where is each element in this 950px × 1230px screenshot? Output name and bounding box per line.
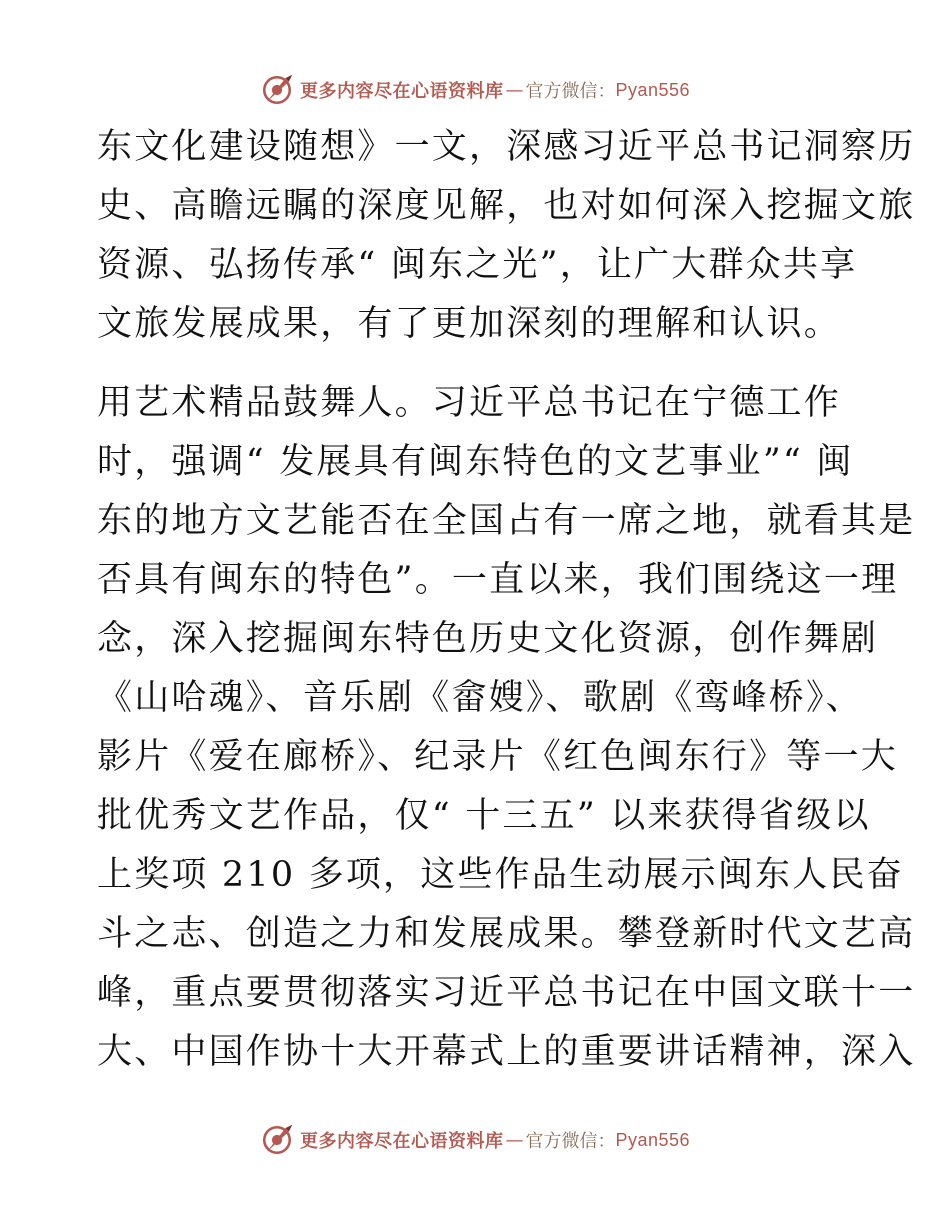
text-line: 斗之志、创造之力和发展成果。攀登新时代文艺高 (97, 914, 916, 954)
banner-wechat-id: Pyan556 (615, 1129, 691, 1150)
text-line: 念，深入挖掘闽东特色历史文化资源，创作舞剧 (97, 619, 879, 659)
banner-wechat-id: Pyan556 (615, 79, 691, 100)
footer-banner (0, 1120, 950, 1160)
text-line: 文旅发展成果，有了更加深刻的理解和认识。 (97, 304, 842, 344)
text-line: 否具有闽东的特色”。一直以来，我们围绕这一理 (97, 560, 899, 600)
text-line: 峰，重点要贯彻落实习近平总书记在中国文联十一 (97, 973, 916, 1013)
text-line: 上奖项 210 多项，这些作品生动展示闽东人民奋 (97, 855, 904, 895)
header-banner-content (260, 73, 690, 107)
header-banner (0, 70, 950, 110)
text-line: 《山哈魂》、音乐剧《畲嫂》、歌剧《鸾峰桥》、 (97, 678, 863, 718)
quill-logo-icon (260, 1123, 294, 1157)
text-line: 大、中国作协十大开幕式上的重要讲话精神，深入 (97, 1032, 916, 1072)
text-line: 史、高瞻远瞩的深度见解，也对如何深入挖掘文旅 (97, 186, 916, 226)
text-line: 影片《爱在廊桥》、纪录片《红色闽东行》等一大 (97, 737, 898, 777)
banner-dash: — (505, 1129, 524, 1151)
banner-wechat-label: 官方微信： (525, 1131, 616, 1152)
paragraph-1 (97, 118, 916, 354)
footer-banner-content (260, 1123, 690, 1157)
text-line: 东文化建设随想》一文，深感习近平总书记洞察历 (97, 127, 916, 167)
paragraph-2 (97, 374, 916, 1082)
banner-wechat-label: 官方微信： (525, 81, 616, 102)
banner-dash: — (505, 79, 524, 101)
text-line: 批优秀文艺作品，仅“ 十三五” 以来获得省级以 (97, 796, 871, 836)
banner-main-text: 更多内容尽在心语资料库 (299, 1131, 504, 1152)
text-line: 资源、弘扬传承“ 闽东之光”，让广大群众共享 (97, 245, 858, 285)
banner-main-text: 更多内容尽在心语资料库 (299, 81, 504, 102)
text-line: 用艺术精品鼓舞人。习近平总书记在宁德工作 (97, 383, 842, 423)
text-line: 东的地方文艺能否在全国占有一席之地，就看其是 (97, 501, 916, 541)
quill-logo-icon (260, 73, 294, 107)
paragraph-gap (97, 354, 857, 374)
document-body (97, 118, 916, 1082)
text-line: 时，强调“ 发展具有闽东特色的文艺事业”“ 闽 (97, 442, 854, 482)
